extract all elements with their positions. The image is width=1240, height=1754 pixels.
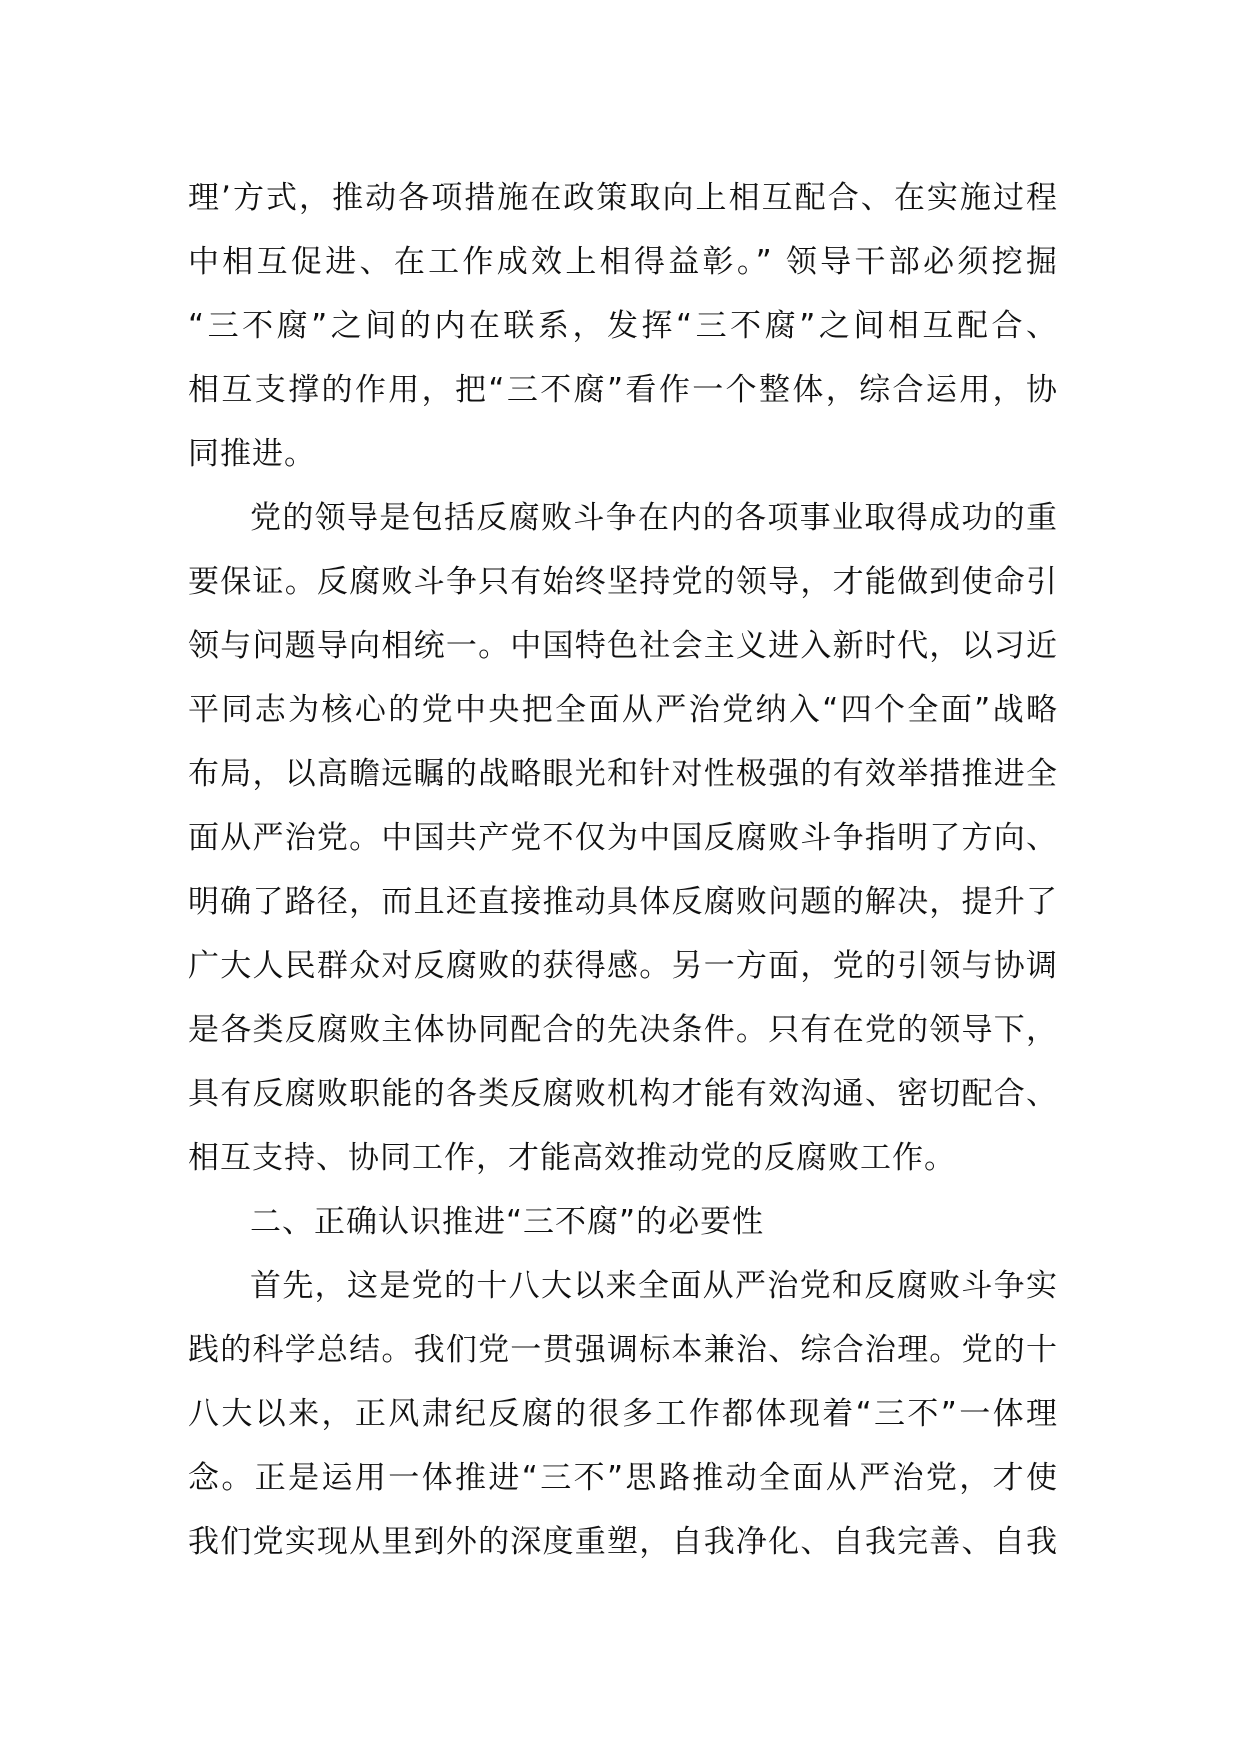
paragraph-first-line: 党的领导是包括反腐败斗争在内的各项事业取得成功的重 xyxy=(250,500,1058,536)
text-line: 相互支持、协同工作，才能高效推动党的反腐败工作。 xyxy=(188,1140,956,1176)
text-line: 具有反腐败职能的各类反腐败机构才能有效沟通、密切配合、 xyxy=(188,1076,1058,1112)
body-text xyxy=(188,166,1058,1574)
text-line: 平同志为核心的党中央把全面从严治党纳入“四个全面”战略 xyxy=(188,692,1058,728)
section-heading: 二、正确认识推进“三不腐”的必要性 xyxy=(250,1204,765,1240)
text-line: 布局，以高瞻远瞩的战略眼光和针对性极强的有效举措推进全 xyxy=(188,756,1058,792)
text-line: 要保证。反腐败斗争只有始终坚持党的领导，才能做到使命引 xyxy=(188,564,1058,600)
paragraph-first-line: 首先，这是党的十八大以来全面从严治党和反腐败斗争实 xyxy=(250,1268,1058,1304)
text-line: 是各类反腐败主体协同配合的先决条件。只有在党的领导下， xyxy=(188,1012,1058,1048)
text-line: 同推进。 xyxy=(188,436,316,472)
text-line: 明确了路径，而且还直接推动具体反腐败问题的解决，提升了 xyxy=(188,884,1058,920)
text-line: “三不腐”之间的内在联系，发挥“三不腐”之间相互配合、 xyxy=(188,308,1058,344)
text-line: 我们党实现从里到外的深度重塑，自我净化、自我完善、自我 xyxy=(188,1524,1058,1560)
text-line: 中相互促进、在工作成效上相得益彰。” 领导干部必须挖掘 xyxy=(188,244,1058,280)
text-line: 领与问题导向相统一。中国特色社会主义进入新时代，以习近 xyxy=(188,628,1058,664)
text-line: 践的科学总结。我们党一贯强调标本兼治、综合治理。党的十 xyxy=(188,1332,1058,1368)
text-line: 八大以来，正风肃纪反腐的很多工作都体现着“三不”一体理 xyxy=(188,1396,1058,1432)
text-line: 理’方式，推动各项措施在政策取向上相互配合、在实施过程 xyxy=(188,180,1058,216)
text-line: 念。正是运用一体推进“三不”思路推动全面从严治党，才使 xyxy=(188,1460,1058,1496)
text-line: 面从严治党。中国共产党不仅为中国反腐败斗争指明了方向、 xyxy=(188,820,1058,856)
text-line: 广大人民群众对反腐败的获得感。另一方面，党的引领与协调 xyxy=(188,948,1058,984)
text-line: 相互支撑的作用，把“三不腐”看作一个整体，综合运用，协 xyxy=(188,372,1058,408)
